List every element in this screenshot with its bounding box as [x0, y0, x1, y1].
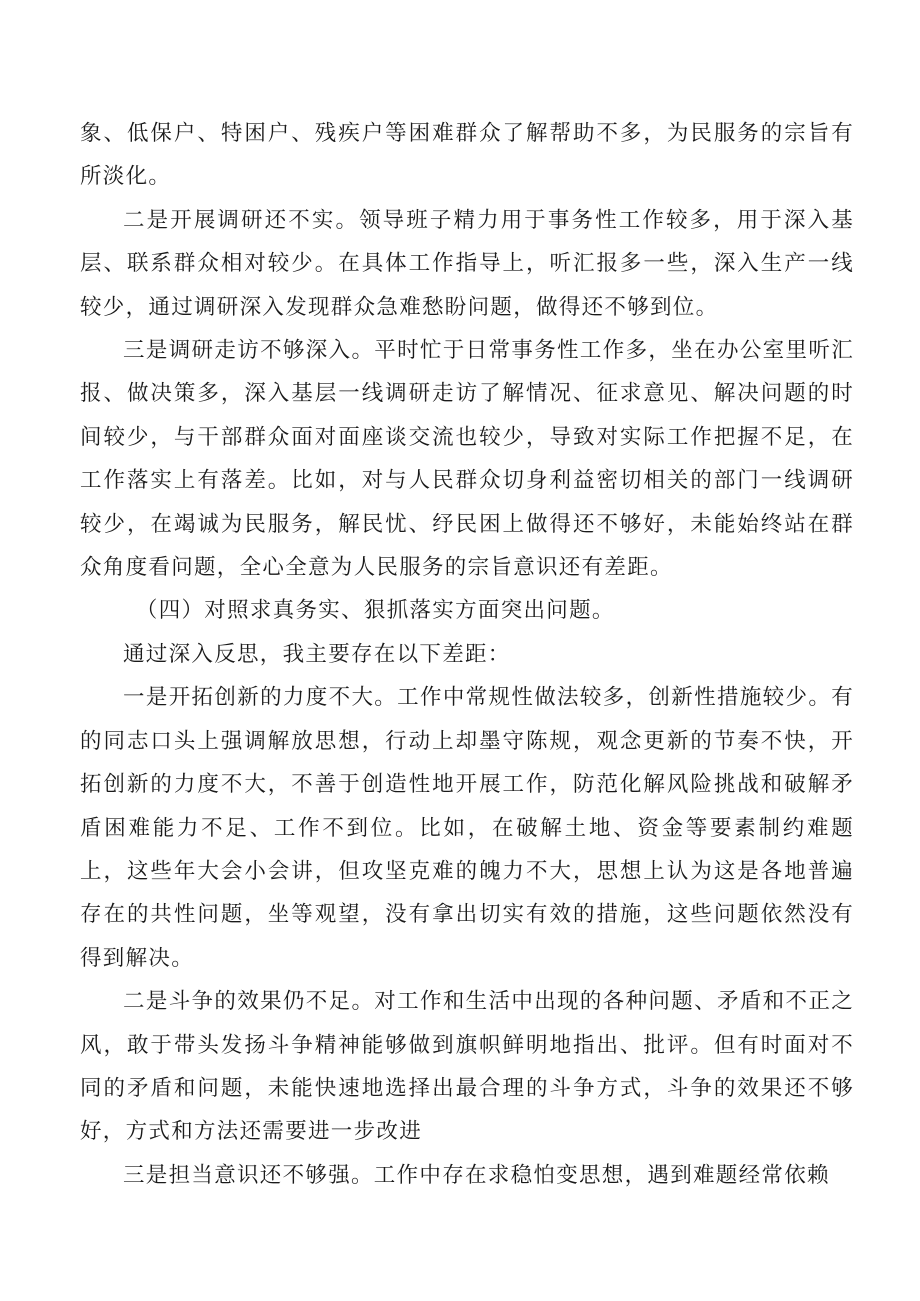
- paragraph-struggle: 二是斗争的效果仍不足。对工作和生活中出现的各种问题、矛盾和不正之风，敢于带头发扬斗争精神能够做到旗帜鲜明地指出、批评。但有时面对不同的矛盾和问题，未能快速地选择出最合理的斗争方式，斗争的效果还不够好，方式和方法还需要进一步改进: [80, 989, 854, 1145]
- paragraph-responsibility: 三是担当意识还不够强。工作中存在求稳怕变思想，遇到难题经常依赖: [123, 1162, 830, 1188]
- paragraph-research-not-solid: 二是开展调研还不实。领导班子精力用于事务性工作较多，用于深入基层、联系群众相对较少。在具体工作指导上，听汇报多一些，深入生产一线较少，通过调研深入发现群众急难愁盼问题，做得还不够到位。: [80, 207, 854, 320]
- document-body: [80, 112, 854, 1197]
- paragraph-innovation: 一是开拓创新的力度不大。工作中常规性做法较多，创新性措施较少。有的同志口头上强调解放思想，行动上却墨守陈规，观念更新的节奏不快，开拓创新的力度不大，不善于创造性地开展工作，防范化解风险挑战和破解矛盾困难能力不足、工作不到位。比如，在破解土地、资金等要素制约难题上，这些年大会小会讲，但攻坚克难的魄力不大，思想上认为这是各地普遍存在的共性问题，坐等观望，没有拿出切实有效的措施，这些问题依然没有得到解决。: [80, 685, 854, 971]
- paragraph-visits-not-deep: 三是调研走访不够深入。平时忙于日常事务性工作多，坐在办公室里听汇报、做决策多，深入基层一线调研走访了解情况、征求意见、解决问题的时间较少，与干部群众面对面座谈交流也较少，导致对实际工作把握不足，在工作落实上有落差。比如，对与人民群众切身利益密切相关的部门一线调研较少，在竭诚为民服务，解民忧、纾民困上做得还不够好，未能始终站在群众角度看问题，全心全意为人民服务的宗旨意识还有差距。: [80, 338, 854, 581]
- paragraph-continued: 象、低保户、特困户、残疾户等困难群众了解帮助不多，为民服务的宗旨有所淡化。: [80, 121, 854, 190]
- paragraph-reflection-intro: 通过深入反思，我主要存在以下差距：: [123, 641, 511, 667]
- section-heading-four: （四）对照求真务实、狠抓落实方面突出问题。: [135, 598, 615, 624]
